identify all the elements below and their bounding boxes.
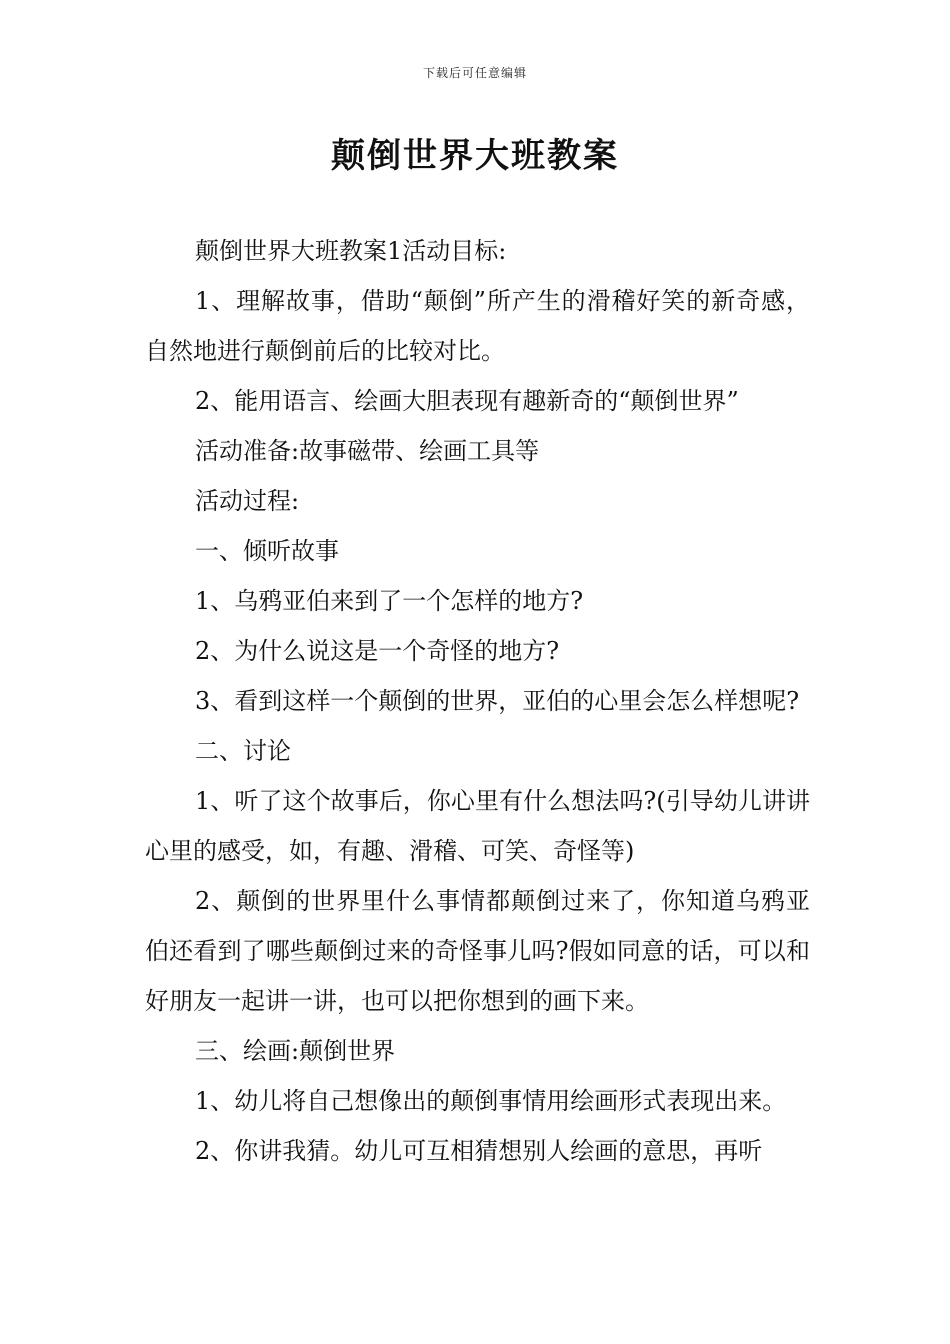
paragraph: 2、颠倒的世界里什么事情都颠倒过来了，你知道乌鸦亚伯还看到了哪些颠倒过来的奇怪事儿吗?假如同意的话，可以和好朋友一起讲一讲，也可以把你想到的画下来。 (145, 887, 810, 1015)
section-heading: 一、倾听故事 (195, 537, 339, 565)
paragraph: 1、听了这个故事后，你心里有什么想法吗?(引导幼儿讲讲心里的感受，如，有趣、滑稽、可笑、奇怪等) (145, 787, 810, 865)
paragraph: 2、你讲我猜。幼儿可互相猜想别人绘画的意思，再听 (195, 1137, 763, 1165)
paragraph: 1、理解故事，借助“颠倒”所产生的滑稽好笑的新奇感，自然地进行颠倒前后的比较对比。 (145, 287, 810, 365)
paragraph: 1、幼儿将自己想像出的颠倒事情用绘画形式表现出来。 (195, 1087, 787, 1115)
paragraph: 1、乌鸦亚伯来到了一个怎样的地方? (195, 587, 584, 615)
section-heading: 二、讨论 (195, 737, 291, 765)
paragraph: 活动过程: (195, 487, 300, 515)
document-title: 颠倒世界大班教案 (331, 136, 619, 176)
paragraph: 3、看到这样一个颠倒的世界，亚伯的心里会怎么样想呢? (195, 687, 800, 715)
header-note: 下载后可任意编辑 (422, 66, 527, 80)
section-heading: 三、绘画:颠倒世界 (195, 1037, 396, 1065)
paragraph: 活动准备:故事磁带、绘画工具等 (195, 437, 540, 465)
paragraph: 颠倒世界大班教案1活动目标: (195, 237, 507, 265)
document-body (145, 226, 810, 1176)
paragraph: 2、为什么说这是一个奇怪的地方? (195, 637, 560, 665)
paragraph: 2、能用语言、绘画大胆表现有趣新奇的“颠倒世界” (195, 387, 739, 415)
